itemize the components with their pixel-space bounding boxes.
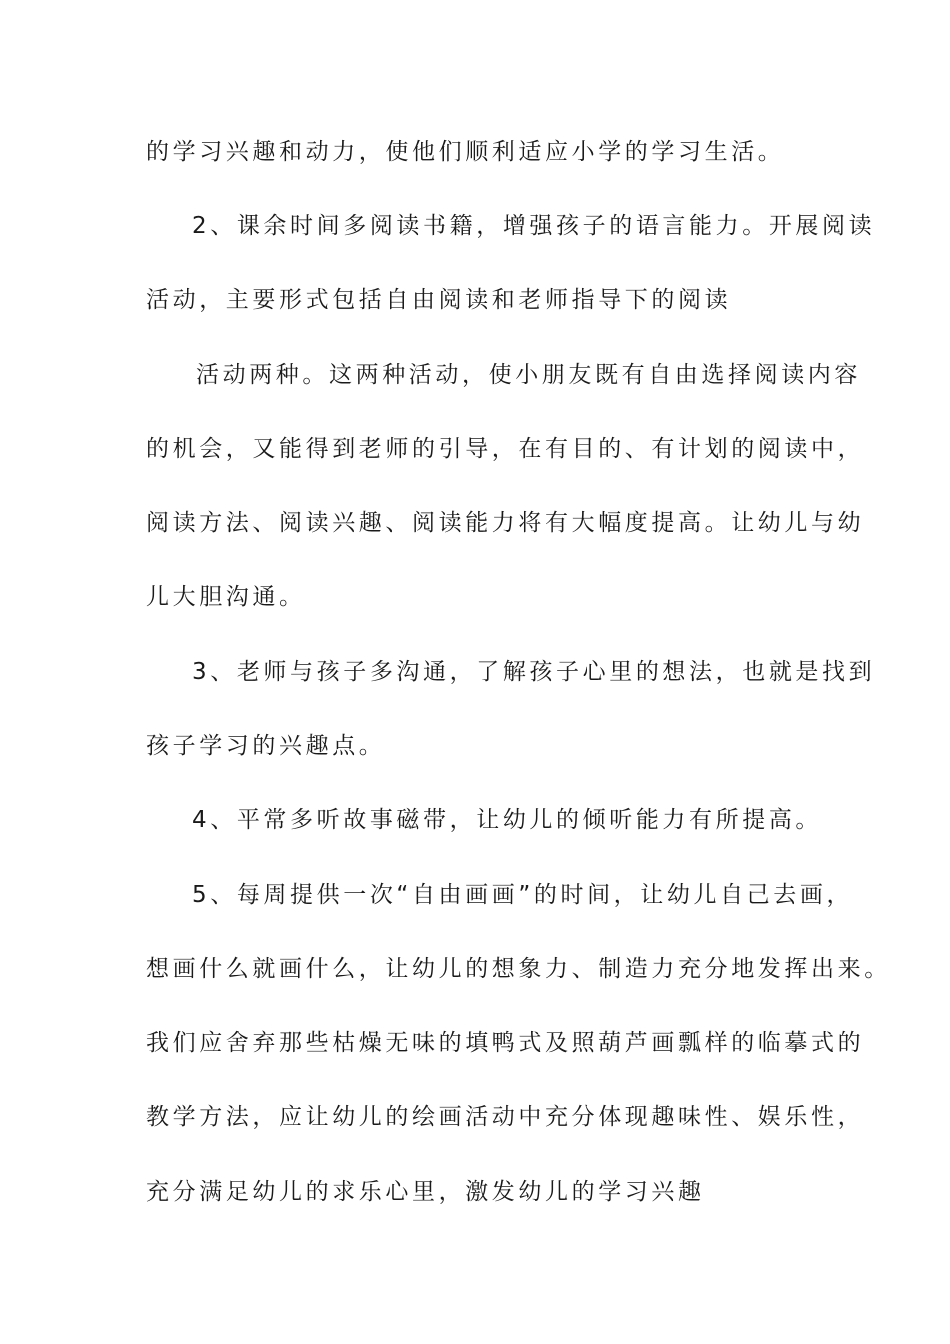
- text-line: 4、平常多听故事磁带，让幼儿的倾听能力有所提高。: [192, 807, 823, 833]
- text-line: 充分满足幼儿的求乐心里，激发幼儿的学习兴趣: [146, 1179, 705, 1205]
- text-line: 活动两种。这两种活动，使小朋友既有自由选择阅读内容: [196, 362, 861, 388]
- text-line: 我们应舍弃那些枯燥无味的填鸭式及照葫芦画瓢样的临摹式的: [146, 1030, 865, 1056]
- text-line: 的机会，又能得到老师的引导，在有目的、有计划的阅读中，: [146, 436, 865, 462]
- text-line: 儿大胆沟通。: [146, 584, 306, 610]
- text-line: 活动，主要形式包括自由阅读和老师指导下的阅读: [146, 287, 732, 313]
- text-line: 的学习兴趣和动力，使他们顺利适应小学的学习生活。: [146, 139, 785, 165]
- text-line: 孩子学习的兴趣点。: [146, 733, 386, 759]
- text-line: 阅读方法、阅读兴趣、阅读能力将有大幅度提高。让幼儿与幼: [146, 510, 865, 536]
- text-line: 5、每周提供一次“自由画画”的时间，让幼儿自己去画，: [192, 882, 854, 908]
- text-line: 教学方法，应让幼儿的绘画活动中充分体现趣味性、娱乐性，: [146, 1104, 865, 1130]
- text-line: 想画什么就画什么，让幼儿的想象力、制造力充分地发挥出来。: [146, 956, 891, 982]
- text-line: 2、课余时间多阅读书籍，增强孩子的语言能力。开展阅读: [192, 213, 876, 239]
- text-line: 3、老师与孩子多沟通，了解孩子心里的想法，也就是找到: [192, 659, 876, 685]
